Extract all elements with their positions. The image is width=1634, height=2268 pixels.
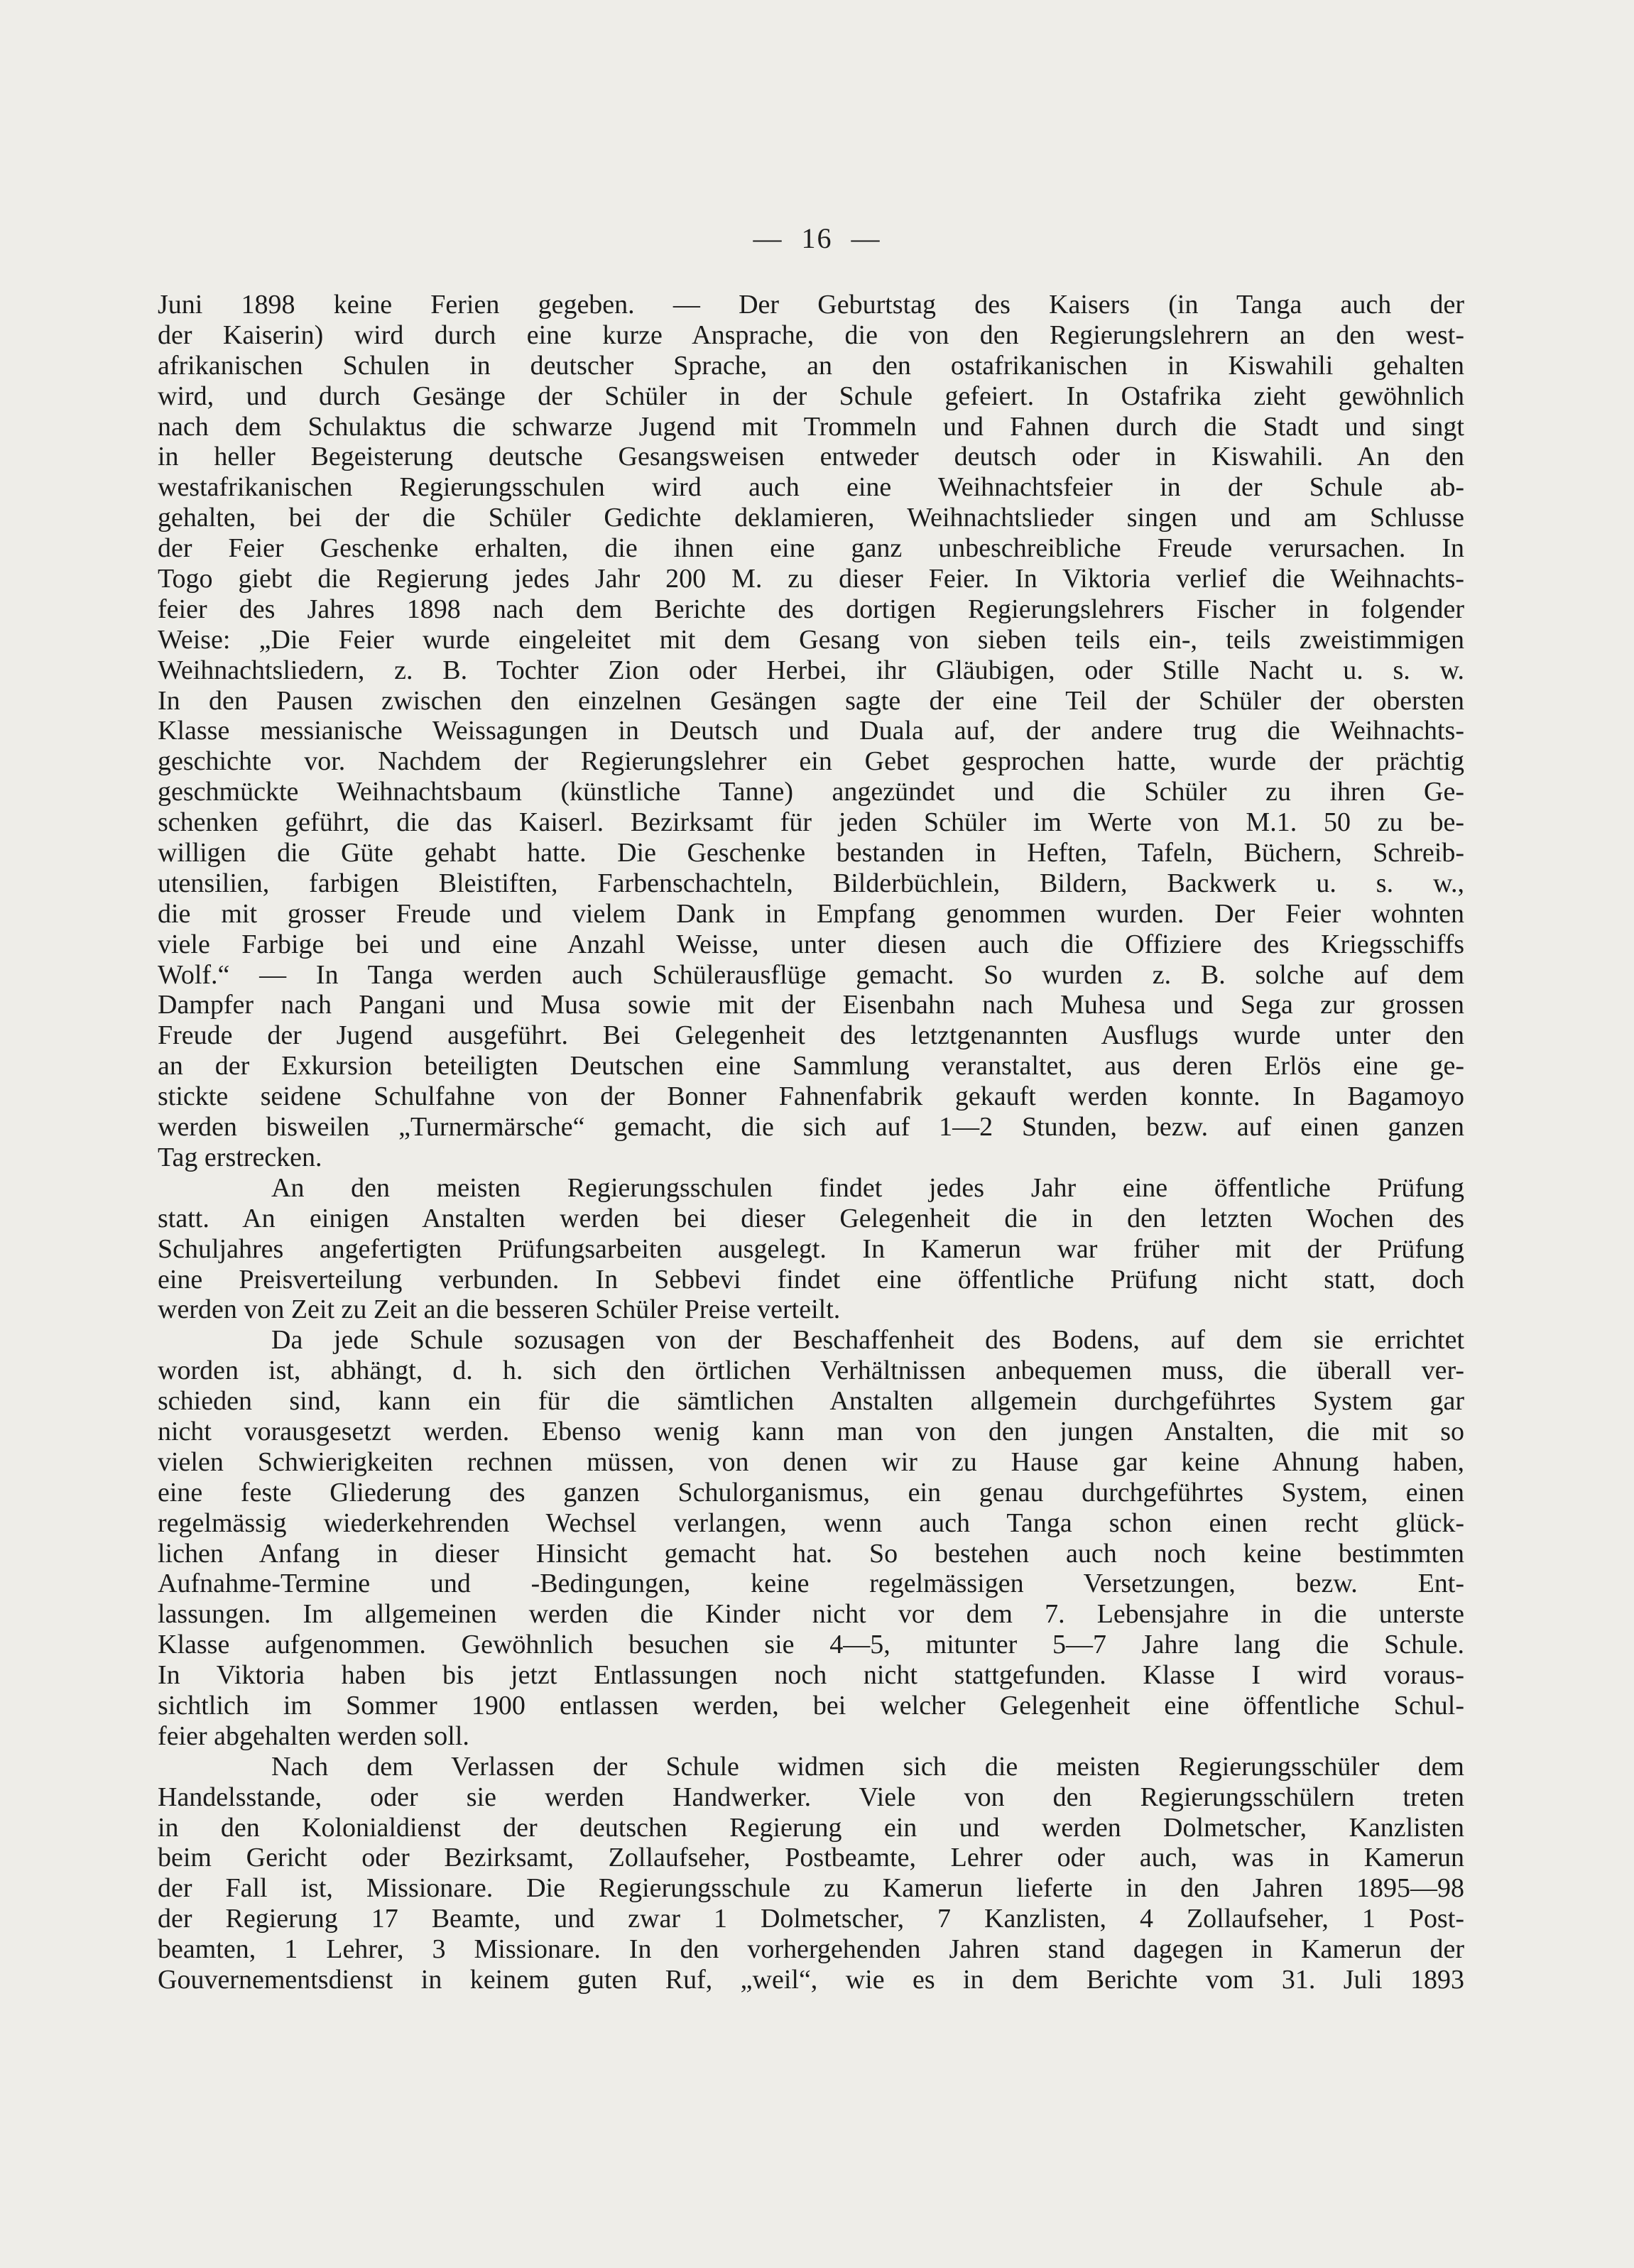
text-line: wird, und durch Gesänge der Schüler in der Schule gefeiert. In Ostafrika zieht gewöhnlich: [158, 381, 1464, 411]
text-line: beamten, 1 Lehrer, 3 Missionare. In den vorhergehenden Jahren stand dagegen in Kamerun der: [158, 1934, 1464, 1965]
text-line: beim Gericht oder Bezirksamt, Zollaufseher, Postbeamte, Lehrer oder auch, was in Kamerun: [158, 1843, 1464, 1873]
text-line: der Kaiserin) wird durch eine kurze Ansprache, die von den Regierungslehrern an den west-: [158, 320, 1464, 350]
text-line: eine feste Gliederung des ganzen Schulorganismus, ein genau durchgeführtes System, einen: [158, 1477, 1464, 1508]
text-line: An den meisten Regierungsschulen findet jedes Jahr eine öffentliche Prüfung: [271, 1172, 1464, 1203]
text-line: der Feier Geschenke erhalten, die ihnen eine ganz unbeschreibliche Freude verursachen. In: [158, 533, 1464, 564]
page-number: 16: [801, 222, 833, 254]
text-line: Klasse messianische Weissagungen in Deutsch und Duala auf, der andere trug die Weihnachts-: [158, 716, 1464, 746]
text-line: viele Farbige bei und eine Anzahl Weisse, unter diesen auch die Offiziere des Kriegsschiffs: [158, 929, 1464, 959]
text-line: schenken geführt, die das Kaiserl. Bezirksamt für jeden Schüler im Werte von M.1. 50 zu be-: [158, 807, 1464, 838]
text-line: Da jede Schule sozusagen von der Beschaffenheit des Bodens, auf dem sie errichtet: [271, 1325, 1464, 1356]
text-line: die mit grosser Freude und vielem Dank in Empfang genommen wurden. Der Feier wohnten: [158, 898, 1464, 929]
text-line: an der Exkursion beteiligten Deutschen eine Sammlung veranstaltet, aus deren Erlös eine ge-: [158, 1051, 1464, 1081]
text-line: Togo giebt die Regierung jedes Jahr 200 M. zu dieser Feier. In Viktoria verlief die Weihnachts-: [158, 564, 1464, 594]
text-line: nicht vorausgesetzt werden. Ebenso wenig kann man von den jungen Anstalten, die mit so: [158, 1416, 1464, 1446]
text-line: Schuljahres angefertigten Prüfungsarbeiten ausgelegt. In Kamerun war früher mit der Prüfung: [158, 1233, 1464, 1264]
text-line: der Fall ist, Missionare. Die Regierungsschule zu Kamerun lieferte in den Jahren 1895—98: [158, 1873, 1464, 1904]
page-number-dash-right: —: [851, 222, 881, 254]
text-line: feier des Jahres 1898 nach dem Berichte des dortigen Regierungslehrers Fischer in folgender: [158, 594, 1464, 624]
text-line: in heller Begeisterung deutsche Gesangsweisen entweder deutsch oder in Kiswahili. An den: [158, 442, 1464, 472]
text-line: in den Kolonialdienst der deutschen Regierung ein und werden Dolmetscher, Kanzlisten: [158, 1812, 1464, 1843]
text-line: statt. An einigen Anstalten werden bei dieser Gelegenheit die in den letzten Wochen des: [158, 1203, 1464, 1233]
text-line: Klasse aufgenommen. Gewöhnlich besuchen sie 4—5, mitunter 5—7 Jahre lang die Schule.: [158, 1630, 1464, 1660]
text-line: willigen die Güte gehabt hatte. Die Geschenke bestanden in Heften, Tafeln, Büchern, Schreib-: [158, 838, 1464, 868]
text-line: Wolf.“ — In Tanga werden auch Schülerausflüge gemacht. So wurden z. B. solche auf dem: [158, 959, 1464, 990]
text-line: nach dem Schulaktus die schwarze Jugend mit Trommeln und Fahnen durch die Stadt und singt: [158, 411, 1464, 442]
text-line: stickte seidene Schulfahne von der Bonner Fahnenfabrik gekauft werden konnte. In Bagamoyo: [158, 1081, 1464, 1112]
text-line: werden bisweilen „Turnermärsche“ gemacht, die sich auf 1—2 Stunden, bezw. auf einen ganzen: [158, 1112, 1464, 1143]
text-line: Freude der Jugend ausgeführt. Bei Gelegenheit des letztgenannten Ausflugs wurde unter den: [158, 1020, 1464, 1051]
text-line: geschmückte Weihnachtsbaum (künstliche Tanne) angezündet und die Schüler zu ihren Ge-: [158, 777, 1464, 807]
text-line: gehalten, bei der die Schüler Gedichte deklamieren, Weihnachtslieder singen und am Schlusse: [158, 503, 1464, 533]
text-line: Aufnahme-Termine und -Bedingungen, keine regelmässigen Versetzungen, bezw. Ent-: [158, 1569, 1464, 1599]
text-line: In den Pausen zwischen den einzelnen Gesängen sagte der eine Teil der Schüler der obersten: [158, 685, 1464, 716]
text-line: Nach dem Verlassen der Schule widmen sich die meisten Regierungsschüler dem: [271, 1751, 1464, 1782]
text-line: feier abgehalten werden soll.: [158, 1721, 469, 1751]
text-line: lassungen. Im allgemeinen werden die Kinder nicht vor dem 7. Lebensjahre in die unterste: [158, 1599, 1464, 1630]
text-line: vielen Schwierigkeiten rechnen müssen, von denen wir zu Hause gar keine Ahnung haben,: [158, 1446, 1464, 1477]
text-line: Tag erstrecken.: [158, 1142, 322, 1172]
text-line: Dampfer nach Pangani und Musa sowie mit der Eisenbahn nach Muhesa und Sega zur grossen: [158, 990, 1464, 1020]
text-line: westafrikanischen Regierungsschulen wird auch eine Weihnachtsfeier in der Schule ab-: [158, 472, 1464, 503]
page-number-header: [0, 222, 1634, 255]
text-line: worden ist, abhängt, d. h. sich den örtlichen Verhältnissen anbequemen muss, die überall ver-: [158, 1356, 1464, 1386]
text-line: Handelsstande, oder sie werden Handwerker. Viele von den Regierungsschülern treten: [158, 1782, 1464, 1812]
text-line: werden von Zeit zu Zeit an die besseren Schüler Preise verteilt.: [158, 1294, 841, 1325]
text-line: In Viktoria haben bis jetzt Entlassungen noch nicht stattgefunden. Klasse I wird voraus-: [158, 1660, 1464, 1691]
text-line: Weihnachtsliedern, z. B. Tochter Zion oder Herbei, ihr Gläubigen, oder Stille Nacht u. s. w.: [158, 655, 1464, 685]
text-line: regelmässig wiederkehrenden Wechsel verlangen, wenn auch Tanga schon einen recht glück-: [158, 1508, 1464, 1538]
text-line: Juni 1898 keine Ferien gegeben. — Der Geburtstag des Kaisers (in Tanga auch der: [158, 290, 1464, 320]
text-line: schieden sind, kann ein für die sämtlichen Anstalten allgemein durchgeführtes System gar: [158, 1386, 1464, 1417]
text-line: sichtlich im Sommer 1900 entlassen werden, bei welcher Gelegenheit eine öffentliche Schul-: [158, 1690, 1464, 1721]
text-line: lichen Anfang in dieser Hinsicht gemacht hat. So bestehen auch noch keine bestimmten: [158, 1538, 1464, 1569]
text-line: Gouvernementsdienst in keinem guten Ruf, „weil“, wie es in dem Berichte vom 31. Juli 1893: [158, 1964, 1464, 1995]
text-line: der Regierung 17 Beamte, und zwar 1 Dolmetscher, 7 Kanzlisten, 4 Zollaufseher, 1 Post-: [158, 1904, 1464, 1934]
text-line: afrikanischen Schulen in deutscher Sprache, an den ostafrikanischen in Kiswahili gehalten: [158, 350, 1464, 381]
text-line: utensilien, farbigen Bleistiften, Farbenschachteln, Bilderbüchlein, Bildern, Backwerk u. s. w.,: [158, 868, 1464, 898]
text-line: eine Preisverteilung verbunden. In Sebbevi findet eine öffentliche Prüfung nicht statt, doch: [158, 1264, 1464, 1294]
text-line: Weise: „Die Feier wurde eingeleitet mit dem Gesang von sieben teils ein-, teils zweistimmigen: [158, 624, 1464, 655]
body-text: [158, 290, 1464, 1995]
page-number-dash-left: —: [753, 222, 783, 254]
text-line: geschichte vor. Nachdem der Regierungslehrer ein Gebet gesprochen hatte, wurde der prächtig: [158, 746, 1464, 777]
